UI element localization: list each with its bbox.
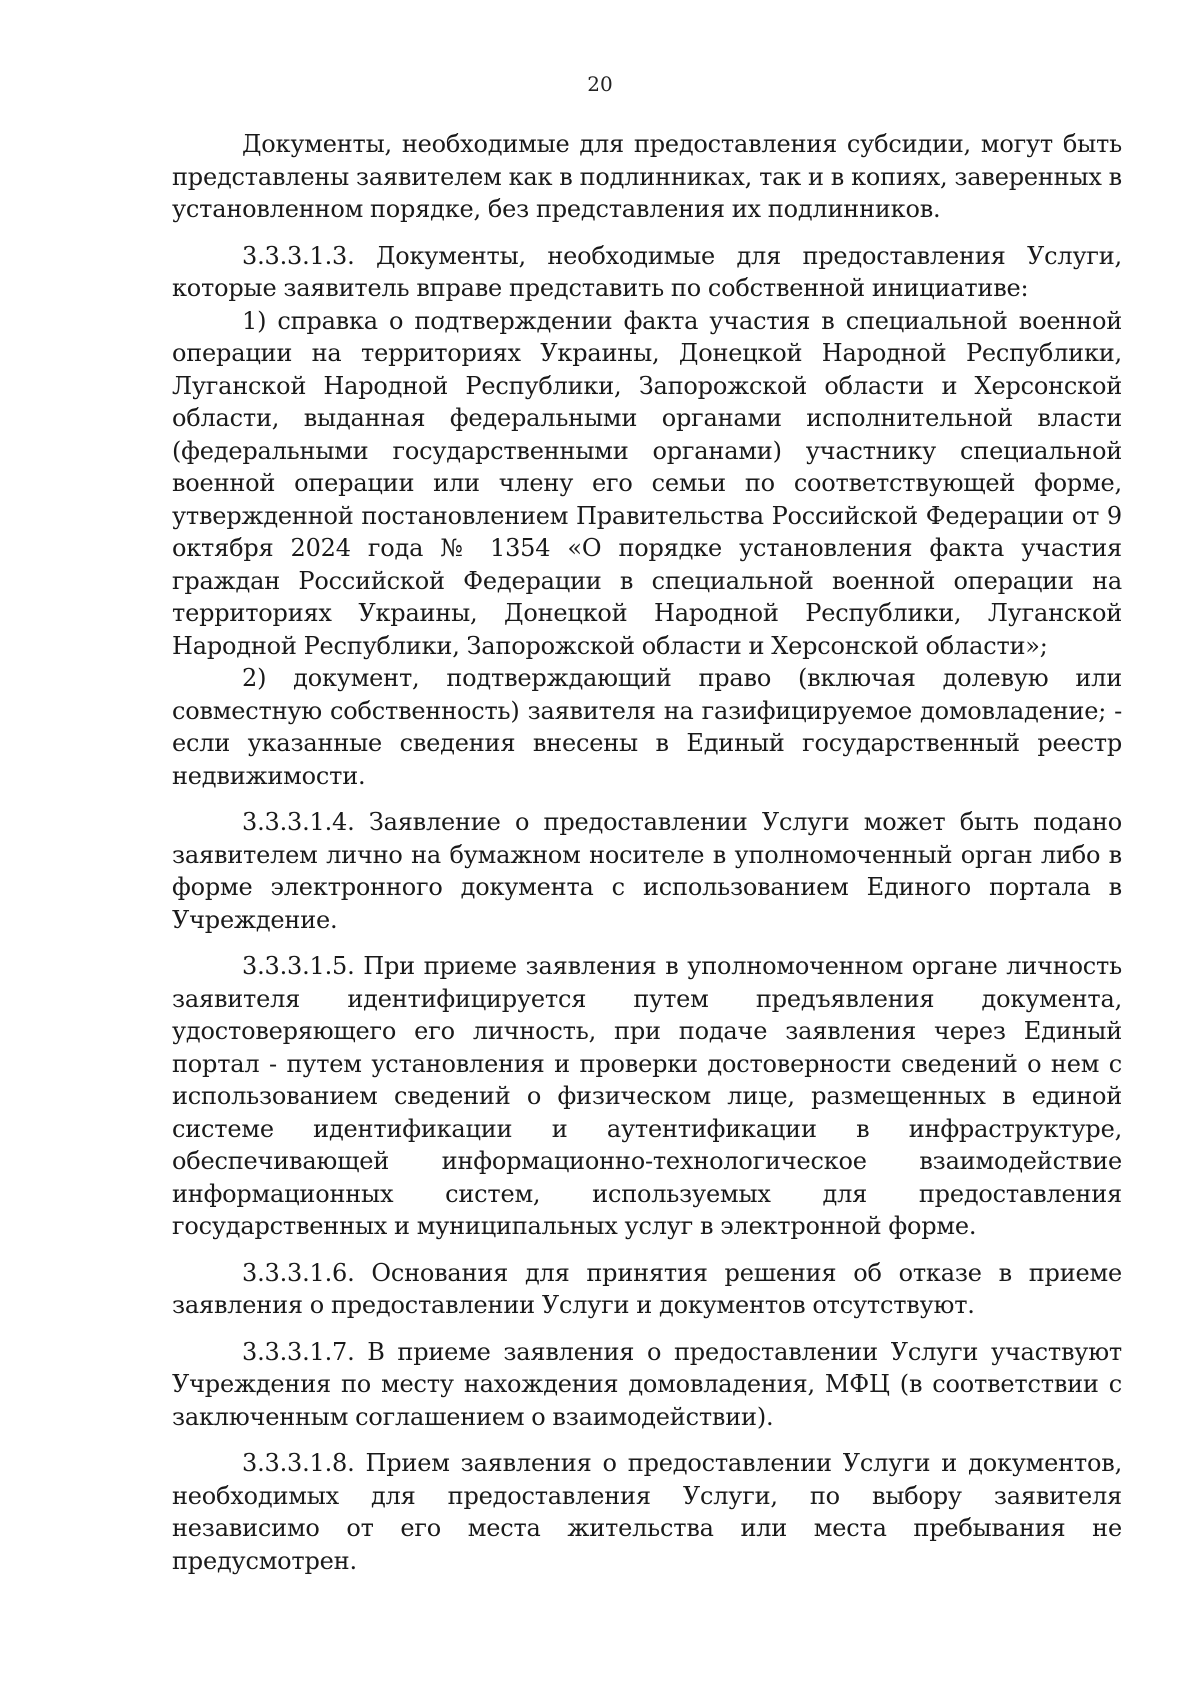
document-body	[172, 128, 1122, 1577]
paragraph-3-3-3-1-3: 3.3.3.1.3. Документы, необходимые для предоставления Услуги, которые заявитель вправе представить по собственной инициативе:	[172, 241, 1122, 302]
page-number: 20	[587, 72, 613, 96]
paragraph-3-3-3-1-6: 3.3.3.1.6. Основания для принятия решения об отказе в приеме заявления о предоставлении Услуги и документов отсутствуют.	[172, 1258, 1122, 1319]
paragraph-documents-originals: Документы, необходимые для предоставления субсидии, могут быть представлены заявителем как в подлинниках, так и в копиях, заверенных в установленном порядке, без представления их подлинников.	[172, 130, 1122, 223]
list-item-1-svo-certificate: 1) справка о подтверждении факта участия в специальной военной операции на территориях Украины, Донецкой Народной Республики, Луганской Народной Республики, Запорожской области и Херсонской области, выданная федеральными органами исполнительной власти (федеральными государственными органами) участнику специальной военной операции или члену его семьи по соответствующей форме, утвержденной постановлением Правительства Российской Федерации от 9 октября 2024 года № 1354 «О порядке установления факта участия граждан Российской Федерации в специальной военной операции на территориях Украины, Донецкой Народной Республики, Луганской Народной Республики, Запорожской области и Херсонской области»;	[172, 306, 1122, 660]
paragraph-3-3-3-1-7: 3.3.3.1.7. В приеме заявления о предоставлении Услуги участвуют Учреждения по месту нахождения домовладения, МФЦ (в соответствии с заключенным соглашением о взаимодействии).	[172, 1337, 1122, 1431]
paragraph-3-3-3-1-4: 3.3.3.1.4. Заявление о предоставлении Услуги может быть подано заявителем лично на бумажном носителе в уполномоченный орган либо в форме электронного документа с использованием Единого портала в Учреждение.	[172, 808, 1122, 934]
paragraph-3-3-3-1-8: 3.3.3.1.8. Прием заявления о предоставлении Услуги и документов, необходимых для предоставления Услуги, по выбору заявителя независимо от его места жительства или места пребывания не предусмотрен.	[172, 1449, 1122, 1575]
list-item-2-ownership-document: 2) документ, подтверждающий право (включая долевую или совместную собственность) заявителя на газифицируемое домовладение; - если указанные сведения внесены в Единый государственный реестр недвижимости.	[172, 664, 1122, 790]
paragraph-3-3-3-1-5: 3.3.3.1.5. При приеме заявления в уполномоченном органе личность заявителя идентифицируется путем предъявления документа, удостоверяющего его личность, при подаче заявления через Единый портал - путем установления и проверки достоверности сведений о нем с использованием сведений о физическом лице, размещенных в единой системе идентификации и аутентификации в инфраструктуре, обеспечивающей информационно-технологическое взаимодействие информационных систем, используемых для предоставления государственных и муниципальных услуг в электронной форме.	[172, 952, 1122, 1240]
